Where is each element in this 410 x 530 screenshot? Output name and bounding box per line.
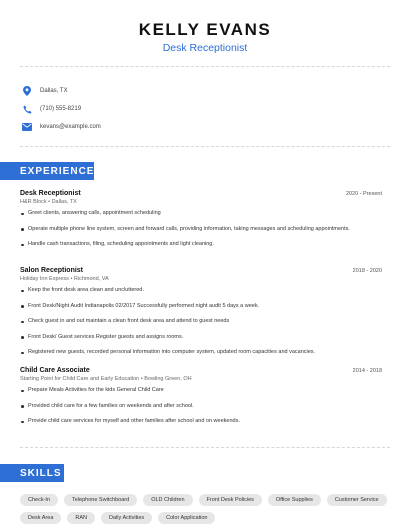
job-title: Desk Receptionist (20, 190, 81, 197)
skill-chip: OLD Children (143, 494, 192, 506)
job-title: Salon Receptionist (20, 267, 84, 274)
job-location: Bowling Green, OH (144, 376, 192, 382)
envelope-icon (22, 122, 32, 132)
skill-chip: Desk Area (20, 512, 61, 524)
job-bullets (20, 387, 382, 426)
skill-chip: Telephone Switchboard (64, 494, 137, 506)
job-location: Dallas, TX (51, 199, 77, 205)
job-bullets (20, 287, 382, 357)
phone-text: (710) 555-8219 (40, 106, 82, 112)
list-item: Provide child care services for myself and other families after school and on weekends. (20, 418, 382, 426)
job-entry (20, 190, 382, 257)
email-text: kevans@example.com (40, 124, 101, 130)
job-company: H&R Block (20, 199, 47, 205)
contact-email (22, 118, 101, 136)
list-item: Prepare Meals Activities for the kids General Child Care (20, 387, 382, 395)
list-item: Handle cash transactions, filing, scheduling appointments and light cleaning. (20, 241, 382, 249)
job-entry (20, 367, 382, 434)
location-text: Dallas, TX (40, 88, 68, 94)
candidate-title: Desk Receptionist (162, 42, 248, 54)
skill-chip: Front Desk Policies (199, 494, 262, 506)
job-location: Richmond, VA (73, 276, 109, 282)
contact-divider (20, 146, 390, 147)
list-item: Registered new guests, recorded personal information into computer system, updated room capacities and vacancies. (20, 349, 382, 357)
contact-list (22, 82, 101, 136)
job-title: Child Care Associate (20, 367, 90, 374)
map-pin-icon (22, 86, 32, 96)
list-item: Front Desk/Night Audit Indianapolis 02/2017 Successfully performed night audit 5 days a week. (20, 303, 382, 311)
experience-divider (20, 447, 390, 448)
resume-header (0, 0, 410, 54)
skill-chip: Office Supplies (268, 494, 321, 506)
job-employer: Holiday Inn Express • Richmond, VA (20, 276, 109, 282)
job-dates: 2020 - Present (345, 191, 382, 197)
job-dates: 2018 - 2020 (352, 268, 382, 274)
contact-location (22, 82, 101, 100)
skills-list (20, 494, 394, 524)
header-divider (20, 66, 390, 67)
job-bullets (20, 210, 382, 249)
job-company: Starting Point for Child Care and Early Education (20, 376, 140, 382)
skill-chip: RAN (67, 512, 95, 524)
list-item: Greet clients, answering calls, appointment scheduling (20, 210, 382, 218)
experience-heading: EXPERIENCE (0, 162, 94, 180)
skill-chip: Customer Service (327, 494, 387, 506)
list-item: Front Desk/ Guest services Register guests and assigns rooms. (20, 334, 382, 342)
contact-phone (22, 100, 101, 118)
list-item: Check guest in and out maintain a clean front desk area and attend to guest needs (20, 318, 382, 326)
job-entry (20, 267, 382, 365)
skill-chip: Color Application (158, 512, 215, 524)
list-item: Operate multiple phone line system, screen and forward calls, providing information, taking messages and scheduling appointments. (20, 226, 382, 234)
job-employer: H&R Block • Dallas, TX (20, 199, 77, 205)
job-company: Holiday Inn Express (20, 276, 69, 282)
skill-chip: Daily Activities (101, 512, 152, 524)
list-item: Provided child care for a few families on weekends and after school. (20, 403, 382, 411)
job-employer: Starting Point for Child Care and Early Education • Bowling Green, OH (20, 376, 192, 382)
skills-heading: SKILLS (0, 464, 64, 482)
phone-icon (22, 104, 32, 114)
list-item: Keep the front desk area clean and uncluttered. (20, 287, 382, 295)
job-dates: 2014 - 2018 (352, 368, 382, 374)
candidate-name: KELLY EVANS (138, 20, 272, 39)
skill-chip: Check-In (20, 494, 58, 506)
